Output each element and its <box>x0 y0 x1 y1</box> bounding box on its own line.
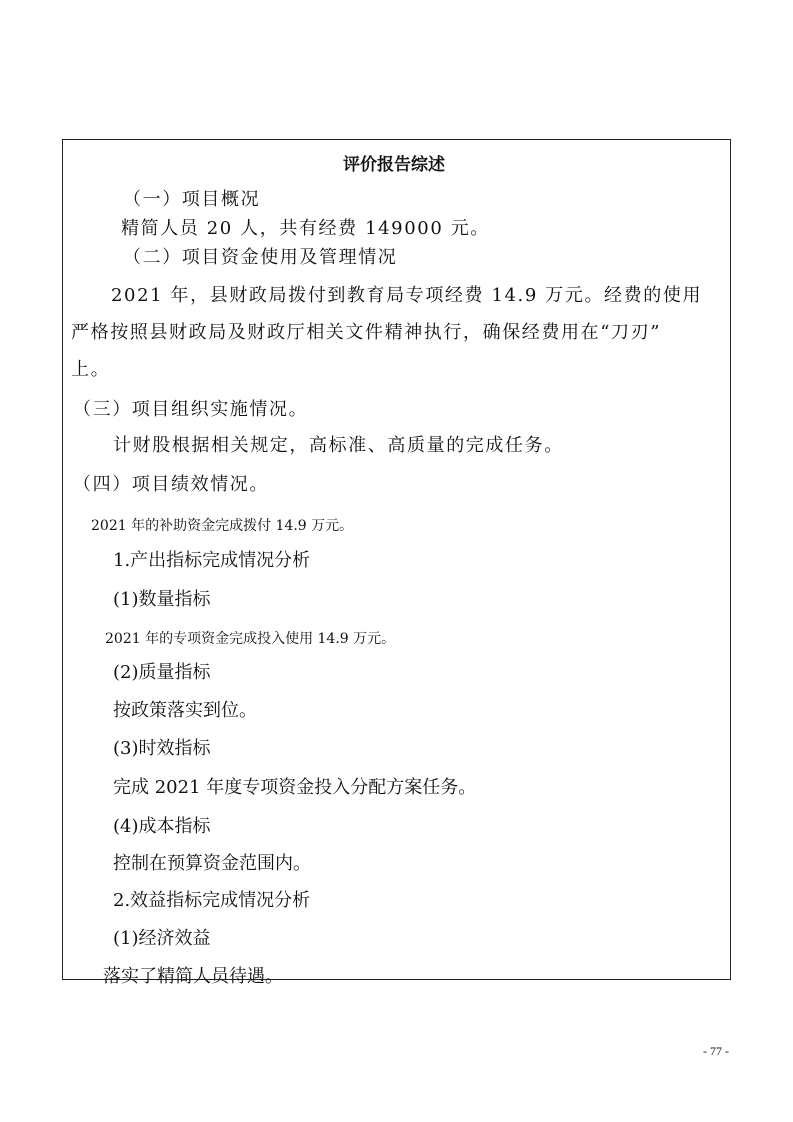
subheading-benefit-indicators: 2.效益指标完成情况分析 <box>113 890 311 911</box>
paragraph-line: 严格按照县财政局及财政厅相关文件精神执行，确保经费用在“刀刃” <box>71 322 662 343</box>
section-heading-performance: （四）项目绩效情况。 <box>73 474 269 495</box>
paragraph-line: 落实了精简人员待遇。 <box>103 966 283 987</box>
paragraph-line: 上。 <box>71 359 111 380</box>
subheading-quantity-indicator: (1)数量指标 <box>113 589 211 610</box>
paragraph-line: 按政策落实到位。 <box>113 700 257 721</box>
paragraph-line: 控制在预算资金范围内。 <box>113 853 311 874</box>
paragraph-line: 2021 年的专项资金完成投入使用 14.9 万元。 <box>105 631 396 647</box>
report-title: 评价报告综述 <box>343 155 445 175</box>
paragraph-line: 2021 年，县财政局拨付到教育局专项经费 14.9 万元。经费的使用 <box>111 285 703 306</box>
subheading-cost-indicator: (4)成本指标 <box>113 816 211 837</box>
paragraph-line: 完成 2021 年度专项资金投入分配方案任务。 <box>113 777 477 798</box>
report-summary-box <box>62 139 731 987</box>
paragraph-line: 计财股根据相关规定，高标准、高质量的完成任务。 <box>113 435 564 456</box>
section-heading-implementation: （三）项目组织实施情况。 <box>73 399 309 420</box>
subheading-timeliness-indicator: (3)时效指标 <box>113 738 211 759</box>
subheading-output-indicators: 1.产出指标完成情况分析 <box>113 550 311 571</box>
subheading-quality-indicator: (2)质量指标 <box>113 662 211 683</box>
section-heading-overview: （一）项目概况 <box>123 189 261 210</box>
subheading-economic-benefit: (1)经济效益 <box>113 928 211 949</box>
section-heading-funds: （二）项目资金使用及管理情况 <box>123 247 398 268</box>
page-number: - 77 - <box>703 1044 729 1058</box>
paragraph-line: 2021 年的补助资金完成拨付 14.9 万元。 <box>91 518 354 534</box>
paragraph-line: 精简人员 20 人，共有经费 149000 元。 <box>121 218 490 239</box>
